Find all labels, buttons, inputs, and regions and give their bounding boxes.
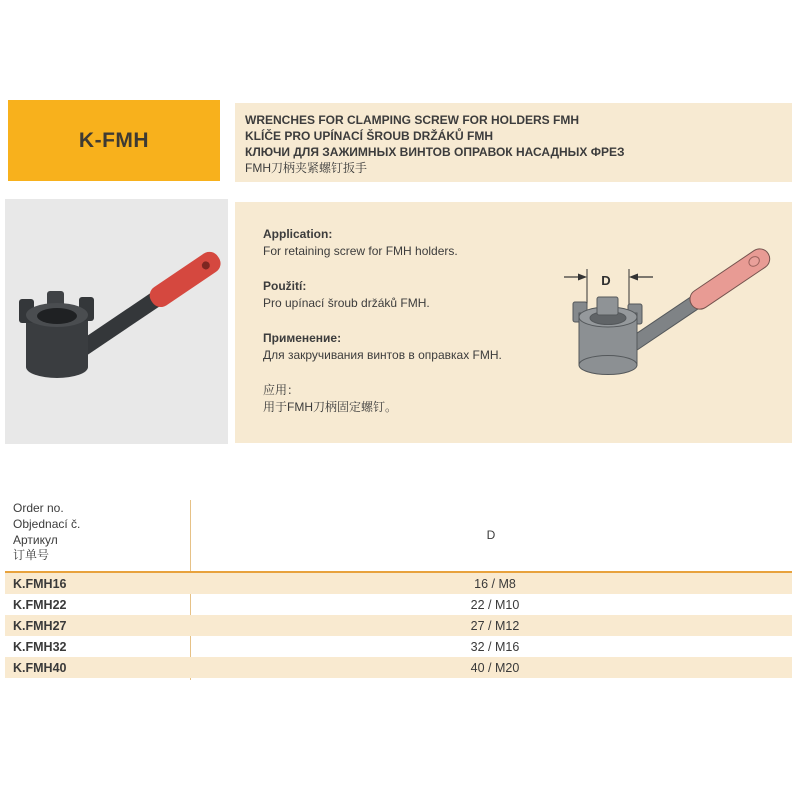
title-ru: КЛЮЧИ ДЛЯ ЗАЖИМНЫХ ВИНТОВ ОПРАВОК НАСАДНЫХ ФРЕЗ (245, 145, 625, 159)
d-column-header: D (486, 528, 496, 542)
application-section-en (263, 226, 543, 260)
order-header-en: Order no. (13, 501, 64, 515)
application-section-zh (263, 382, 543, 416)
application-section-ru (263, 330, 543, 364)
wrench-drawing-graphic (535, 205, 785, 437)
dimension-label: D (601, 273, 611, 288)
order-no-cell: K.FMH22 (13, 597, 67, 612)
d-value-cell: 22 / M10 (470, 597, 520, 612)
application-label-ru: Применение: (263, 331, 342, 345)
table-row (5, 615, 792, 636)
order-header-cs: Objednací č. (13, 516, 81, 531)
d-value-cell: 40 / M20 (470, 660, 520, 675)
order-no-cell: K.FMH40 (13, 660, 67, 675)
application-label-en: Application: (263, 227, 333, 241)
d-value-cell: 32 / M16 (470, 639, 520, 654)
application-panel (235, 202, 792, 443)
application-label-cs: Použití: (263, 279, 307, 293)
order-header-ru: Артикул (13, 532, 58, 547)
d-value-cell: 16 / M8 (474, 576, 516, 591)
product-family-title: K-FMH (78, 128, 150, 152)
title-cs: KLÍČE PRO UPÍNACÍ ŠROUB DRŽÁKŮ FMH (245, 129, 493, 143)
title-en: WRENCHES FOR CLAMPING SCREW FOR HOLDERS FMH (245, 113, 579, 127)
technical-drawing (535, 205, 785, 437)
header-title-band (235, 103, 792, 182)
title-zh: FMH刀柄夹紧螺钉扳手 (245, 161, 367, 175)
table-row (5, 636, 792, 657)
table-row (5, 573, 792, 594)
application-text-cs: Pro upínací šroub držáků FMH. (263, 296, 430, 310)
application-label-zh: 应用： (263, 383, 300, 397)
spec-table (5, 573, 792, 678)
application-text-zh: 用于FMH刀柄固定螺钉。 (263, 400, 397, 414)
order-no-cell: K.FMH27 (13, 618, 67, 633)
order-column-header (13, 501, 80, 564)
table-row (5, 657, 792, 678)
order-no-cell: K.FMH32 (13, 639, 67, 654)
application-text-ru: Для закручивания винтов в оправках FMH. (263, 348, 502, 362)
application-text-en: For retaining screw for FMH holders. (263, 244, 458, 258)
wrench-photo-graphic (5, 199, 228, 444)
application-section-cs (263, 278, 543, 312)
product-family-box (8, 100, 220, 181)
product-photo (5, 199, 228, 444)
order-no-cell: K.FMH16 (13, 576, 67, 591)
d-value-cell: 27 / M12 (470, 618, 520, 633)
table-row (5, 594, 792, 615)
order-header-zh: 订单号 (13, 548, 50, 563)
